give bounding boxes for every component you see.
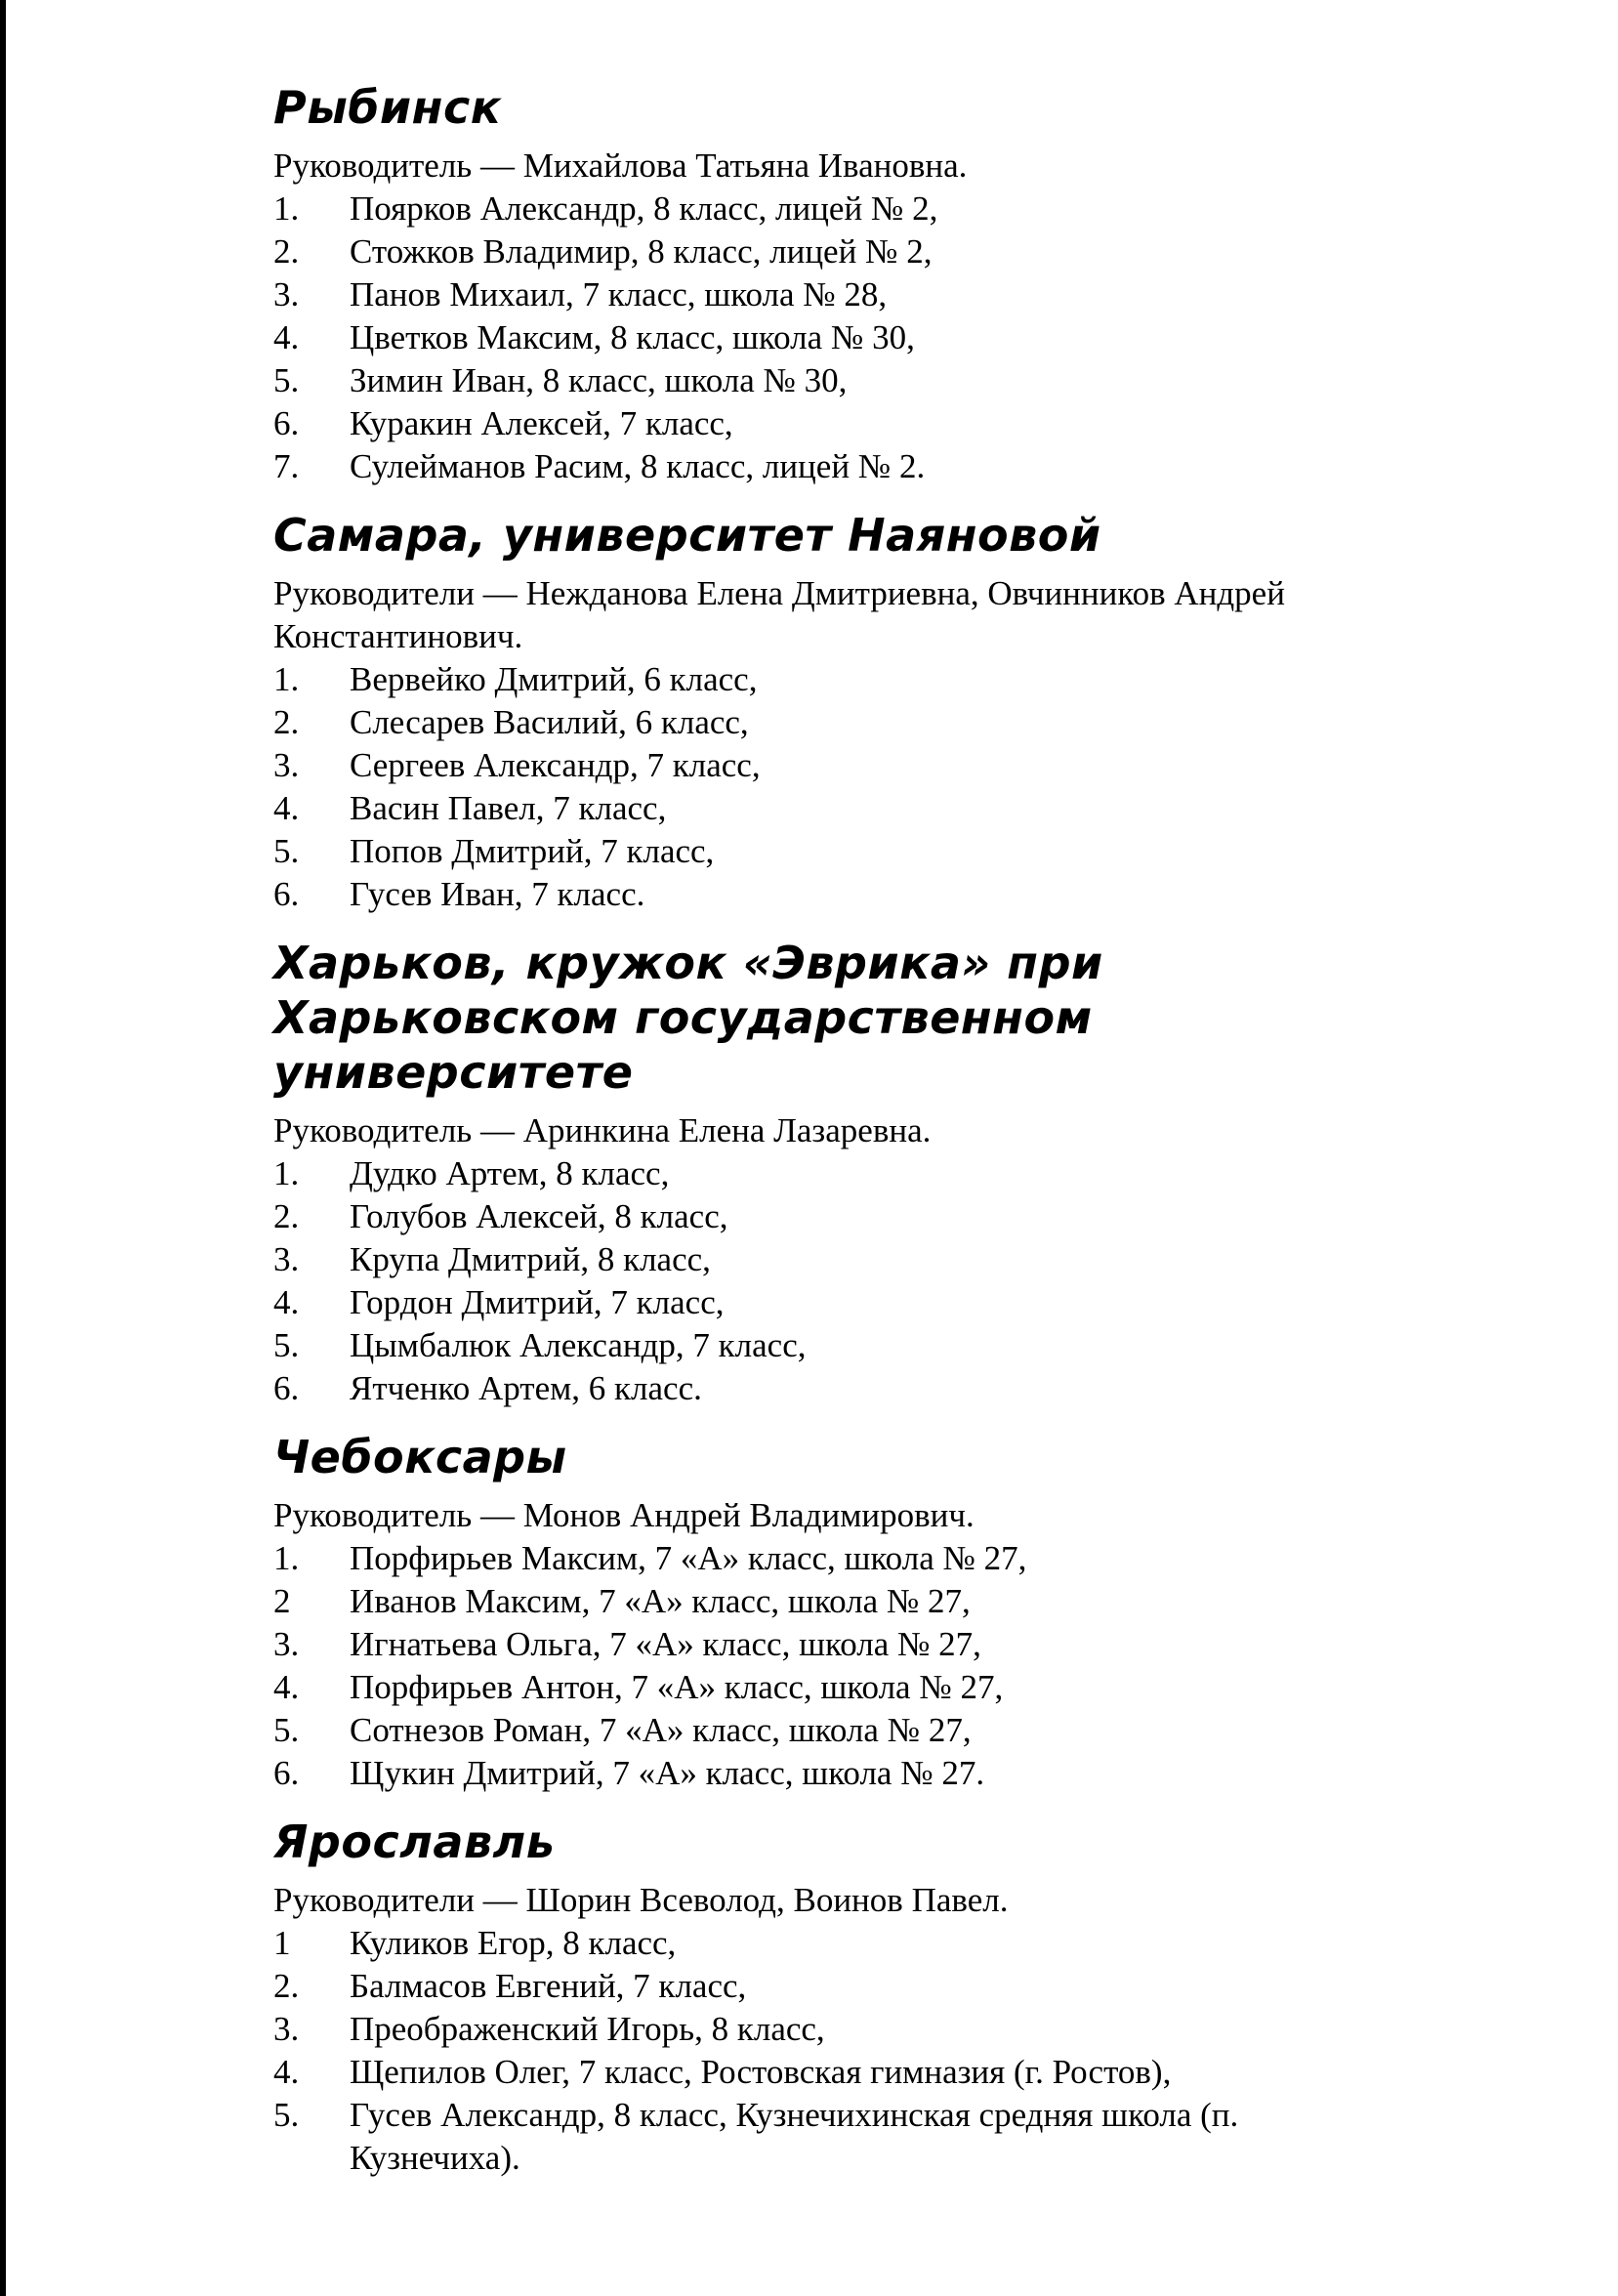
item-text: Гордон Дмитрий, 7 класс, [350, 1283, 725, 1321]
list-item [273, 1195, 1387, 1238]
section-heading: Рыбинск [273, 81, 502, 134]
section-cheboksary [273, 1430, 1387, 1795]
item-number: 5. [273, 1326, 300, 1364]
item-number: 6. [273, 875, 300, 913]
list-item [273, 1709, 1387, 1752]
item-text: Сергеев Александр, 7 класс, [350, 746, 761, 784]
list-item [273, 830, 1387, 873]
item-number: 1. [273, 1539, 300, 1577]
list-item [273, 188, 1387, 230]
item-number: 2. [273, 232, 300, 271]
item-text: Преображенский Игорь, 8 класс, [350, 2010, 825, 2048]
item-number: 4. [273, 2053, 300, 2091]
member-list [273, 1922, 1387, 2180]
list-item [273, 744, 1387, 787]
item-number: 6. [273, 1369, 300, 1407]
list-item [273, 787, 1387, 830]
member-list [273, 188, 1387, 488]
list-item [273, 658, 1387, 701]
item-number: 5. [273, 361, 300, 399]
item-number: 7. [273, 447, 300, 485]
item-text: Панов Михаил, 7 класс, школа № 28, [350, 275, 888, 313]
item-number: 2. [273, 1967, 300, 2005]
list-item [273, 2008, 1387, 2051]
item-number: 1. [273, 1154, 300, 1192]
item-text: Балмасов Евгений, 7 класс, [350, 1967, 747, 2005]
list-item [273, 873, 1387, 916]
item-number: 3. [273, 275, 300, 313]
item-number: 4. [273, 318, 300, 356]
page-left-edge-rule [0, 0, 6, 2296]
list-item [273, 1324, 1387, 1367]
list-item [273, 701, 1387, 744]
item-number: 4. [273, 1283, 300, 1321]
list-item [273, 273, 1387, 316]
member-list [273, 1152, 1387, 1410]
item-text: Цымбалюк Александр, 7 класс, [350, 1326, 807, 1364]
section-leader: Руководитель — Аринкина Елена Лазаревна. [273, 1111, 932, 1149]
list-item [273, 316, 1387, 359]
item-text: Цветков Максим, 8 класс, школа № 30, [350, 318, 915, 356]
item-text: Игнатьева Ольга, 7 «А» класс, школа № 27, [350, 1625, 981, 1663]
item-text: Сотнезов Роман, 7 «А» класс, школа № 27, [350, 1711, 972, 1749]
list-item [273, 1666, 1387, 1709]
item-text: Дудко Артем, 8 класс, [350, 1154, 670, 1192]
item-text: Ятченко Артем, 6 класс. [350, 1369, 702, 1407]
section-leader: Руководитель — Михайлова Татьяна Ивановна. [273, 146, 968, 185]
list-item [273, 1537, 1387, 1580]
item-text: Сулейманов Расим, 8 класс, лицей № 2. [350, 447, 926, 485]
list-item [273, 1367, 1387, 1410]
item-number: 2. [273, 703, 300, 741]
list-item [273, 1922, 1387, 1965]
list-item [273, 402, 1387, 445]
item-text: Голубов Алексей, 8 класс, [350, 1197, 728, 1235]
item-text: Вервейко Дмитрий, 6 класс, [350, 660, 758, 698]
item-number: 5. [273, 832, 300, 870]
item-text: Гусев Александр, 8 класс, Кузнечихинская средняя школа (п. Кузнечиха). [350, 2096, 1239, 2177]
section-samara [273, 508, 1387, 916]
item-number: 6. [273, 404, 300, 442]
item-number: 4. [273, 1668, 300, 1706]
item-number: 3. [273, 2010, 300, 2048]
list-item [273, 359, 1387, 402]
member-list [273, 658, 1387, 916]
item-number: 3. [273, 746, 300, 784]
list-item [273, 1238, 1387, 1281]
section-heading: Ярославль [273, 1816, 556, 1868]
item-text: Васин Павел, 7 класс, [350, 789, 667, 827]
item-number: 1. [273, 660, 300, 698]
section-heading: Чебоксары [273, 1431, 567, 1483]
page-left-edge-mark [0, 2178, 6, 2296]
item-text: Куракин Алексей, 7 класс, [350, 404, 733, 442]
item-number: 2 [273, 1582, 291, 1620]
item-text: Крупа Дмитрий, 8 класс, [350, 1240, 711, 1278]
item-number: 1 [273, 1924, 291, 1962]
list-item [273, 1752, 1387, 1795]
item-number: 3. [273, 1625, 300, 1663]
list-item [273, 230, 1387, 273]
section-rybinsk [273, 80, 1387, 488]
item-text: Иванов Максим, 7 «А» класс, школа № 27, [350, 1582, 971, 1620]
item-number: 6. [273, 1754, 300, 1792]
item-text: Гусев Иван, 7 класс. [350, 875, 645, 913]
list-item [273, 1152, 1387, 1195]
item-text: Щукин Дмитрий, 7 «А» класс, школа № 27. [350, 1754, 985, 1792]
item-number: 1. [273, 189, 300, 228]
item-text: Слесарев Василий, 6 класс, [350, 703, 749, 741]
item-text: Попов Дмитрий, 7 класс, [350, 832, 715, 870]
list-item [273, 2094, 1387, 2180]
section-leader: Руководитель — Монов Андрей Владимирович. [273, 1496, 975, 1534]
item-number: 2. [273, 1197, 300, 1235]
list-item [273, 1965, 1387, 2008]
item-text: Куликов Егор, 8 класс, [350, 1924, 677, 1962]
section-heading: Самара, университет Наяновой [273, 509, 1101, 562]
item-number: 4. [273, 789, 300, 827]
item-text: Порфирьев Антон, 7 «А» класс, школа № 27, [350, 1668, 1004, 1706]
list-item [273, 1623, 1387, 1666]
item-text: Зимин Иван, 8 класс, школа № 30, [350, 361, 848, 399]
item-number: 5. [273, 2096, 300, 2134]
list-item [273, 1281, 1387, 1324]
item-text: Щепилов Олег, 7 класс, Ростовская гимназия (г. Ростов), [350, 2053, 1172, 2091]
item-text: Стожков Владимир, 8 класс, лицей № 2, [350, 232, 933, 271]
list-item [273, 1580, 1387, 1623]
item-text: Порфирьев Максим, 7 «А» класс, школа № 27, [350, 1539, 1027, 1577]
section-kharkov [273, 936, 1387, 1410]
item-number: 5. [273, 1711, 300, 1749]
section-yaroslavl [273, 1815, 1387, 2180]
document-page [273, 80, 1387, 2199]
item-number: 3. [273, 1240, 300, 1278]
list-item [273, 2051, 1387, 2094]
section-leader: Руководители — Шорин Всеволод, Воинов Павел. [273, 1881, 1009, 1919]
section-heading: Харьков, кружок «Эврика» при Харьковском государственном университете [273, 937, 1103, 1099]
list-item [273, 445, 1387, 488]
member-list [273, 1537, 1387, 1795]
item-text: Поярков Александр, 8 класс, лицей № 2, [350, 189, 938, 228]
section-leader: Руководители — Нежданова Елена Дмитриевна, Овчинников Андрей Константинович. [273, 574, 1285, 655]
